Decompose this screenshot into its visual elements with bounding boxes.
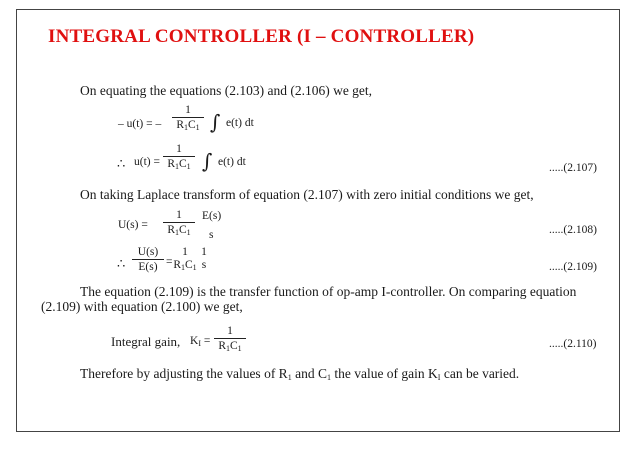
eq5-den-r-sub: 1	[226, 344, 230, 353]
conclusion-part-3: the value of gain K	[330, 366, 438, 381]
eq3-den-c-sub: 1	[186, 228, 191, 237]
eq4-therefore: ∴	[117, 256, 126, 271]
eq1-den-c: C	[188, 119, 196, 131]
laplace-text: On taking Laplace transform of equation (2.107) with zero initial conditions we get,	[80, 187, 534, 202]
intro-text: On equating the equations (2.103) and (2.106) we get,	[80, 83, 373, 98]
eq4-fraction-mid	[170, 246, 200, 272]
eq3-s: s	[209, 229, 214, 241]
eq5-numerator: 1	[227, 325, 233, 337]
eq1-fraction	[172, 104, 204, 132]
eq1-rhs: e(t) dt	[226, 117, 254, 129]
eq1-den-r-sub: 1	[184, 123, 188, 132]
eq3-number: .....(2.108)	[549, 224, 597, 236]
eq2-den-r: R	[167, 158, 175, 170]
eq3-fraction-1	[163, 209, 195, 237]
eq5-label: Integral gain,	[111, 334, 181, 349]
eq2-lhs: u(t) =	[134, 156, 160, 168]
eq2-number: .....(2.107)	[549, 162, 597, 174]
eq5-fraction	[214, 325, 246, 353]
eq4-number: .....(2.109)	[549, 261, 597, 273]
conclusion-part-4: can be varied.	[440, 366, 520, 381]
conclusion-sub-1: 1	[287, 373, 292, 382]
conclusion-text	[80, 366, 519, 382]
eq2-den-c-sub: 1	[186, 162, 191, 171]
eq4-numerator: 1	[182, 246, 188, 258]
eq3-lhs: U(s) =	[118, 219, 148, 231]
eq5-equals: =	[203, 335, 211, 347]
eq4-den-c: C	[185, 259, 193, 271]
slide-title: INTEGRAL CONTROLLER (I – CONTROLLER)	[48, 26, 475, 47]
conclusion-sub-3: I	[437, 373, 441, 382]
eq1-numerator: 1	[185, 104, 191, 116]
eq4-fraction-lhs	[132, 246, 164, 273]
eq3-numerator: 1	[176, 209, 182, 221]
transfer-text-line-1: The equation (2.109) is the transfer function of op-amp I-controller. On comparing equation	[80, 284, 577, 299]
eq3-e-of-s: E(s)	[202, 210, 222, 222]
conclusion-sub-2: 1	[326, 373, 331, 382]
transfer-text-line-2: (2.109) with equation (2.100) we get,	[41, 299, 243, 314]
eq2-numerator: 1	[176, 143, 182, 155]
eq3-den-c: C	[179, 224, 187, 236]
conclusion-part-2: and C	[291, 366, 327, 381]
eq4-s-numerator: 1	[201, 246, 207, 258]
eq1-integral-sign: ∫	[210, 110, 221, 134]
eq5-den-c-sub: 1	[237, 344, 242, 353]
eq4-lhs-denominator: E(s)	[138, 261, 158, 273]
eq2-den-r-sub: 1	[175, 162, 179, 171]
eq3-den-r: R	[167, 224, 175, 236]
eq2-fraction	[163, 143, 195, 171]
eq4-lhs-numerator: U(s)	[137, 246, 159, 258]
eq5-k-sub: I	[198, 339, 201, 348]
eq5-den-c: C	[230, 340, 238, 352]
conclusion-part-1: Therefore by adjusting the values of R	[80, 366, 288, 381]
eq4-den-r: R	[173, 259, 181, 271]
eq1-den-r: R	[176, 119, 184, 131]
eq2-therefore: ∴	[117, 156, 126, 171]
eq1-den-c-sub: 1	[195, 123, 200, 132]
eq2-rhs: e(t) dt	[218, 156, 246, 168]
eq4-fraction-s	[198, 246, 210, 271]
eq4-den-r-sub: 1	[181, 263, 185, 272]
eq4-den-c-sub: 1	[192, 263, 197, 272]
eq2-den-c: C	[179, 158, 187, 170]
eq4-s-denominator: s	[201, 259, 207, 271]
eq5-k: K	[190, 335, 199, 347]
eq1-lhs: – u(t) = –	[118, 118, 162, 130]
eq5-den-r: R	[218, 340, 226, 352]
eq5-number: .....(2.110)	[549, 338, 597, 350]
eq2-integral-sign: ∫	[202, 149, 213, 173]
eq4-equals: =	[166, 256, 173, 268]
eq3-den-r-sub: 1	[175, 228, 179, 237]
